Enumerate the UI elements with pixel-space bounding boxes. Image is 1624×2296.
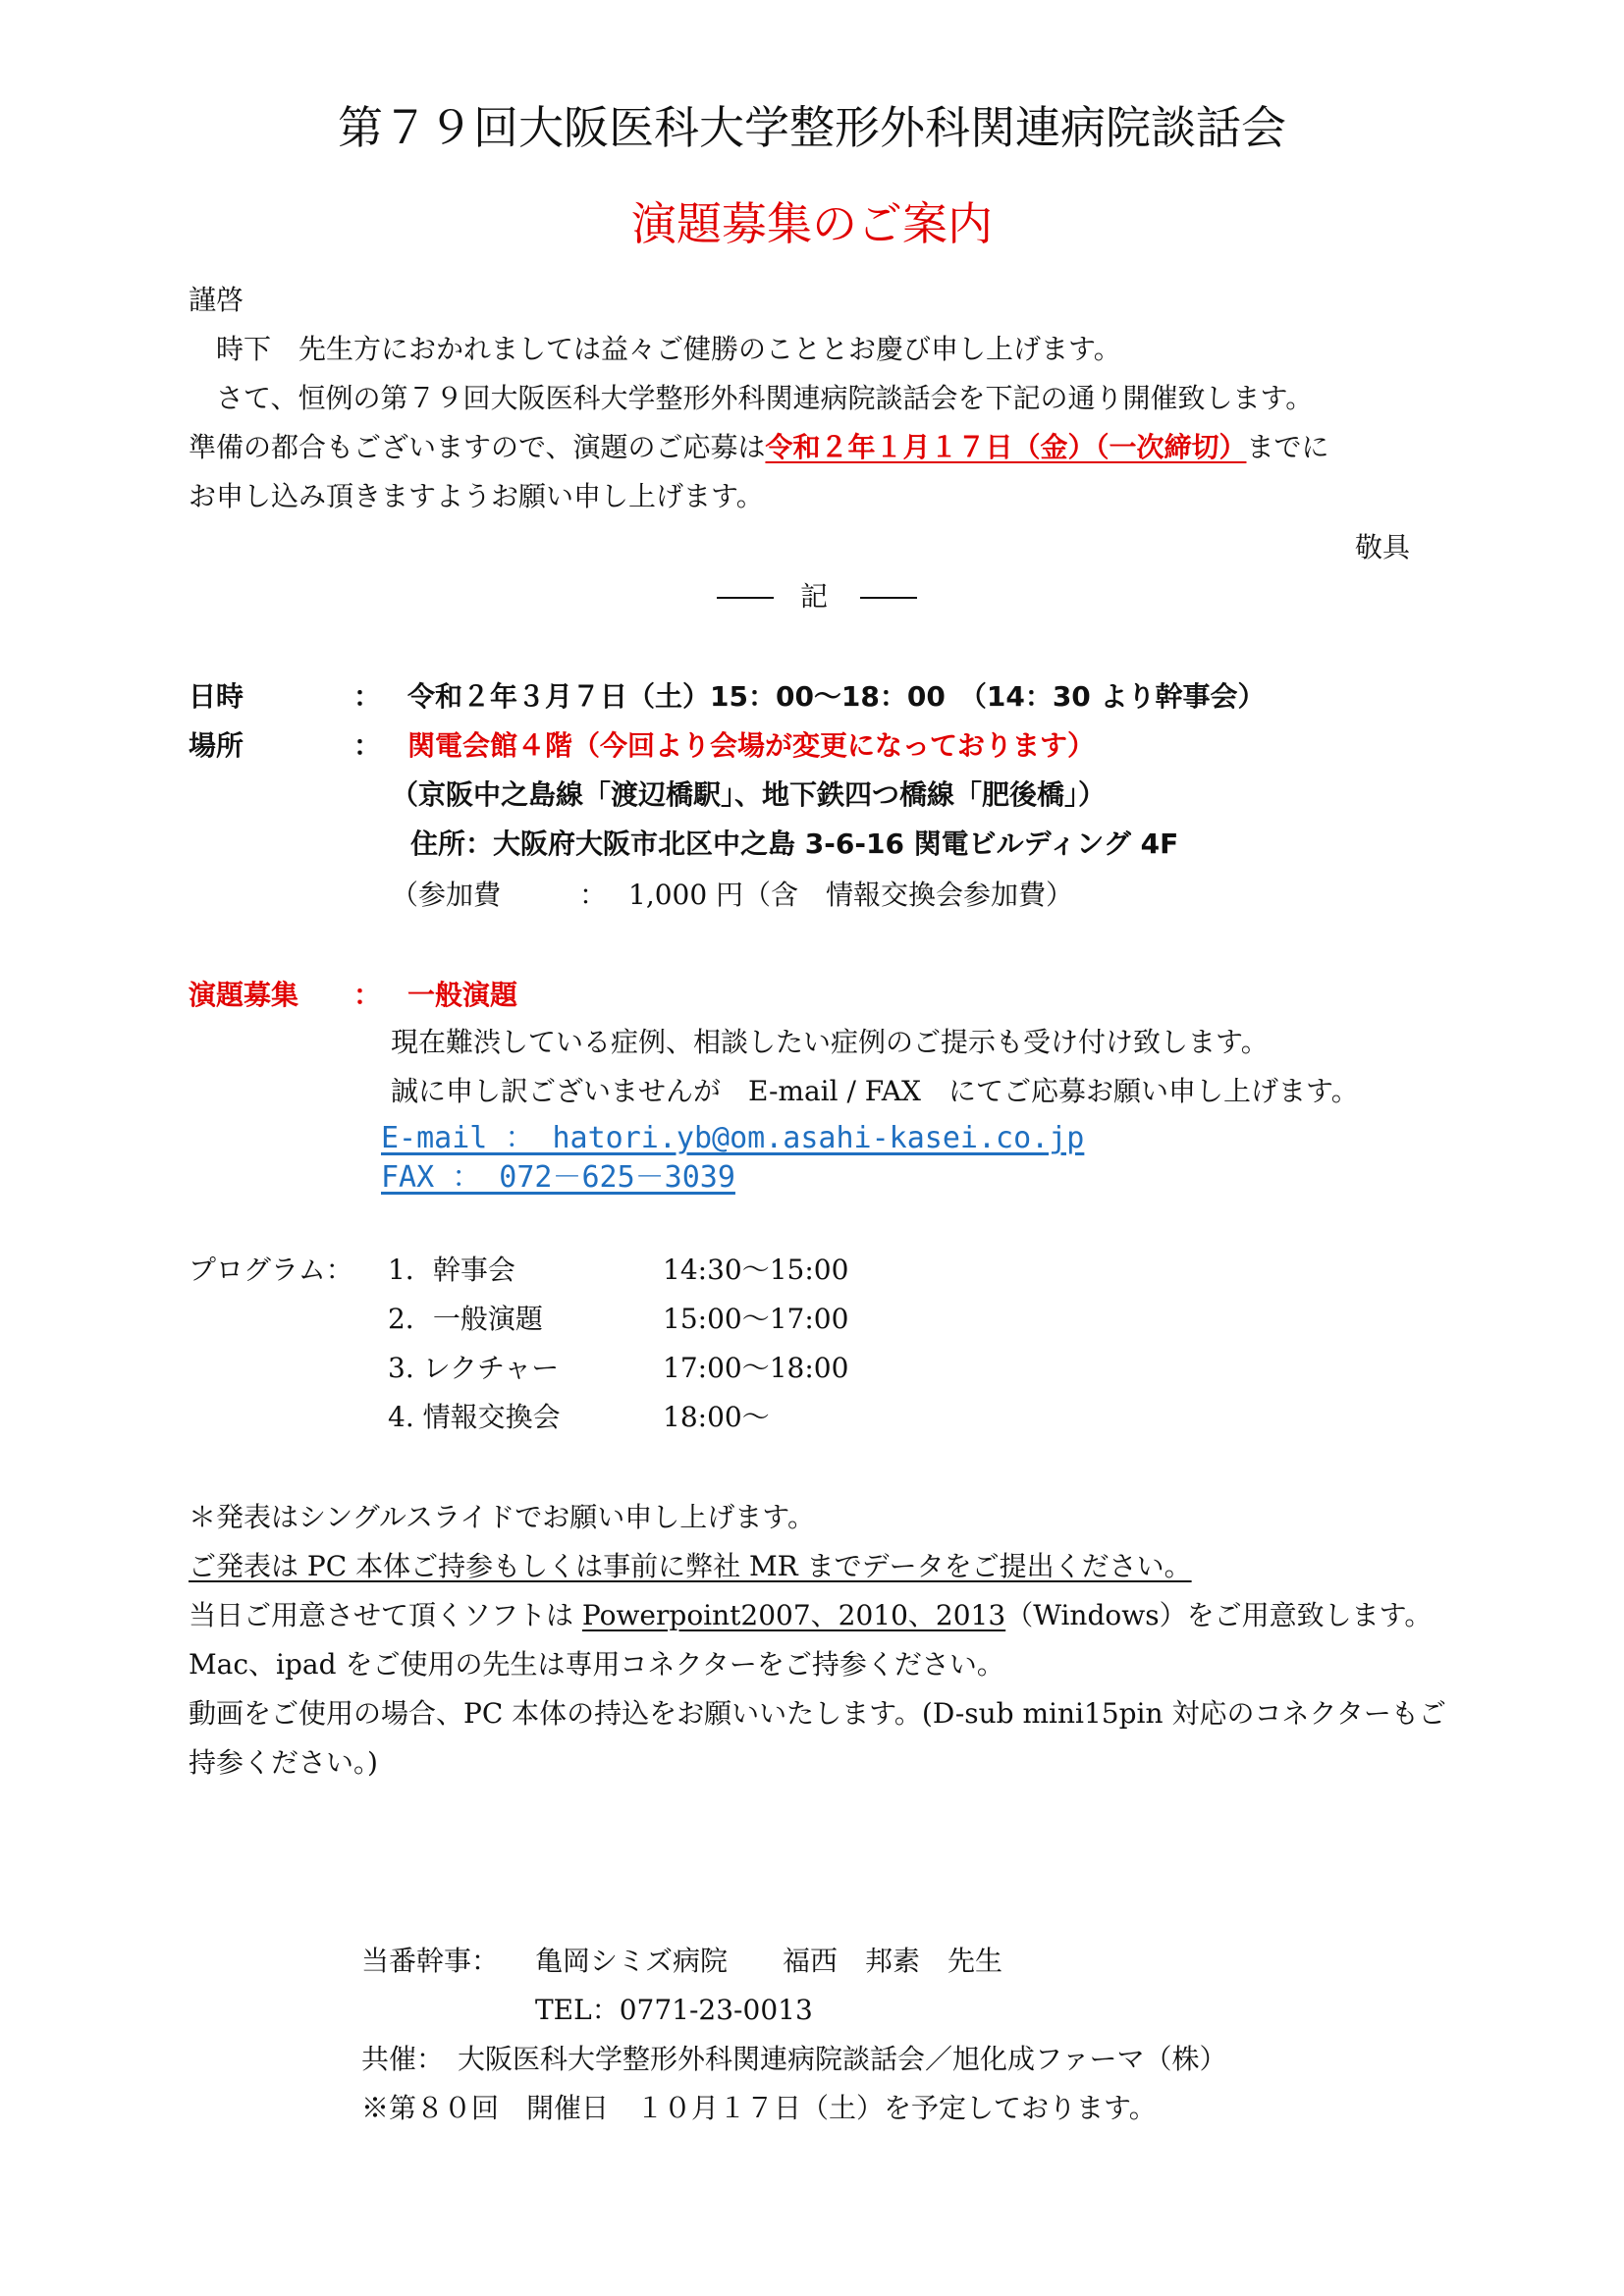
host-tel: TEL：0771-23-0013 [535,1994,813,2026]
next-meeting: ※第８０回 開催日 １０月１７日（土）を予定しております。 [361,2092,1157,2124]
date-value: 令和２年３月７日（土）15：00〜18：00 （14：30 より幹事会） [407,680,1266,713]
submission-deadline: 令和２年１月１７日（金）（一次締切） [765,431,1247,463]
program-item-name: 3. レクチャー [388,1352,560,1384]
closing: 敬具 [1355,531,1411,563]
date-colon: ： [353,680,382,713]
note-6: 持参ください。) [189,1746,378,1779]
place-value: 関電会館４階（今回より会場が変更になっております） [407,729,1096,762]
ki-heading: 記 [800,580,829,613]
host-label: 当番幹事： [361,1945,500,1977]
note-3 [189,1596,1432,1635]
letter-line-3-start: 準備の都合もございますので、演題のご応募は [189,431,766,463]
call-desc-1: 現在難渋している症例、相談したい症例のご提示も受け付け致します。 [391,1026,1269,1058]
document-title: 第７９回大阪医科大学整形外科関連病院談話会 [338,101,1286,154]
note-1: ＊発表はシングルスライドでお願い申し上げます。 [189,1501,815,1533]
ki-rule-left [717,597,774,599]
cosponsor: 共催： 大阪医科大学整形外科関連病院談話会／旭化成ファーマ（株） [361,2043,1227,2075]
greeting: 謹啓 [189,284,244,316]
program-item-name: 1．幹事会 [388,1254,515,1286]
fee-value: 1,000 円（含 情報交換会参加費） [628,879,1074,911]
letter-line-4: お申し込み頂きますようお願い申し上げます。 [189,480,764,512]
note-3-start: 当日ご用意させて頂くソフトは [189,1599,582,1631]
fee-label: （参加費 [391,879,502,911]
fee-colon: ： [579,879,608,911]
call-desc-2: 誠に申し訳ございませんが E-mail / FAX にてご応募お願い申し上げます。 [391,1075,1359,1107]
letter-line-2: さて、恒例の第７９回大阪医科大学整形外科関連病院談話会を下記の通り開催致します。 [216,382,1314,414]
program-item-name: 4. 情報交換会 [388,1401,561,1433]
ki-rule-right [860,597,917,599]
access-info: （京阪中之島線「渡辺橋駅」、地下鉄四つ橋線「肥後橋」） [391,778,1107,811]
fax-number: FAX ： 072－625－3039 [381,1160,735,1195]
note-4: Mac、ipad をご使用の先生は専用コネクターをご持参ください。 [189,1648,1004,1681]
call-colon: ： [353,979,382,1011]
letter-line-3-end: までに [1246,431,1329,463]
software-versions: Powerpoint2007、2010、2013 [581,1599,1006,1631]
place-colon: ： [353,729,382,762]
email-link[interactable]: E-mail ： hatori.yb@om.asahi-kasei.co.jp [381,1121,1085,1155]
place-label: 場所 [189,729,244,762]
program-item-time: 17:00〜18:00 [663,1352,849,1384]
note-3-end: （Windows）をご用意致します。 [1005,1599,1433,1631]
date-label: 日時 [189,680,244,713]
document-subtitle: 演題募集のご案内 [631,197,993,250]
program-item-time: 18:00〜 [663,1401,770,1433]
note-5: 動画をご使用の場合、PC 本体の持込をお願いいたします。(D-sub mini15pin 対応のコネクターもご [189,1697,1446,1730]
letter-line-1: 時下 先生方におかれましては益々ご健勝のこととお慶び申し上げます。 [216,333,1121,365]
note-2: ご発表は PC 本体ご持参もしくは事前に弊社 MR までデータをご提出ください。 [189,1550,1192,1582]
letter-line-3 [189,428,1328,467]
program-item-time: 15:00〜17:00 [663,1303,849,1335]
host-value: 亀岡シミズ病院 福西 邦素 先生 [535,1945,1003,1977]
program-item-name: 2．一般演題 [388,1303,543,1335]
program-label: プログラム： [189,1254,353,1286]
call-label: 演題募集 [189,979,299,1011]
program-item-time: 14:30〜15:00 [663,1254,849,1286]
address: 住所：大阪府大阪市北区中之島 3-6-16 関電ビルディング 4F [410,828,1179,860]
call-value: 一般演題 [407,979,518,1011]
